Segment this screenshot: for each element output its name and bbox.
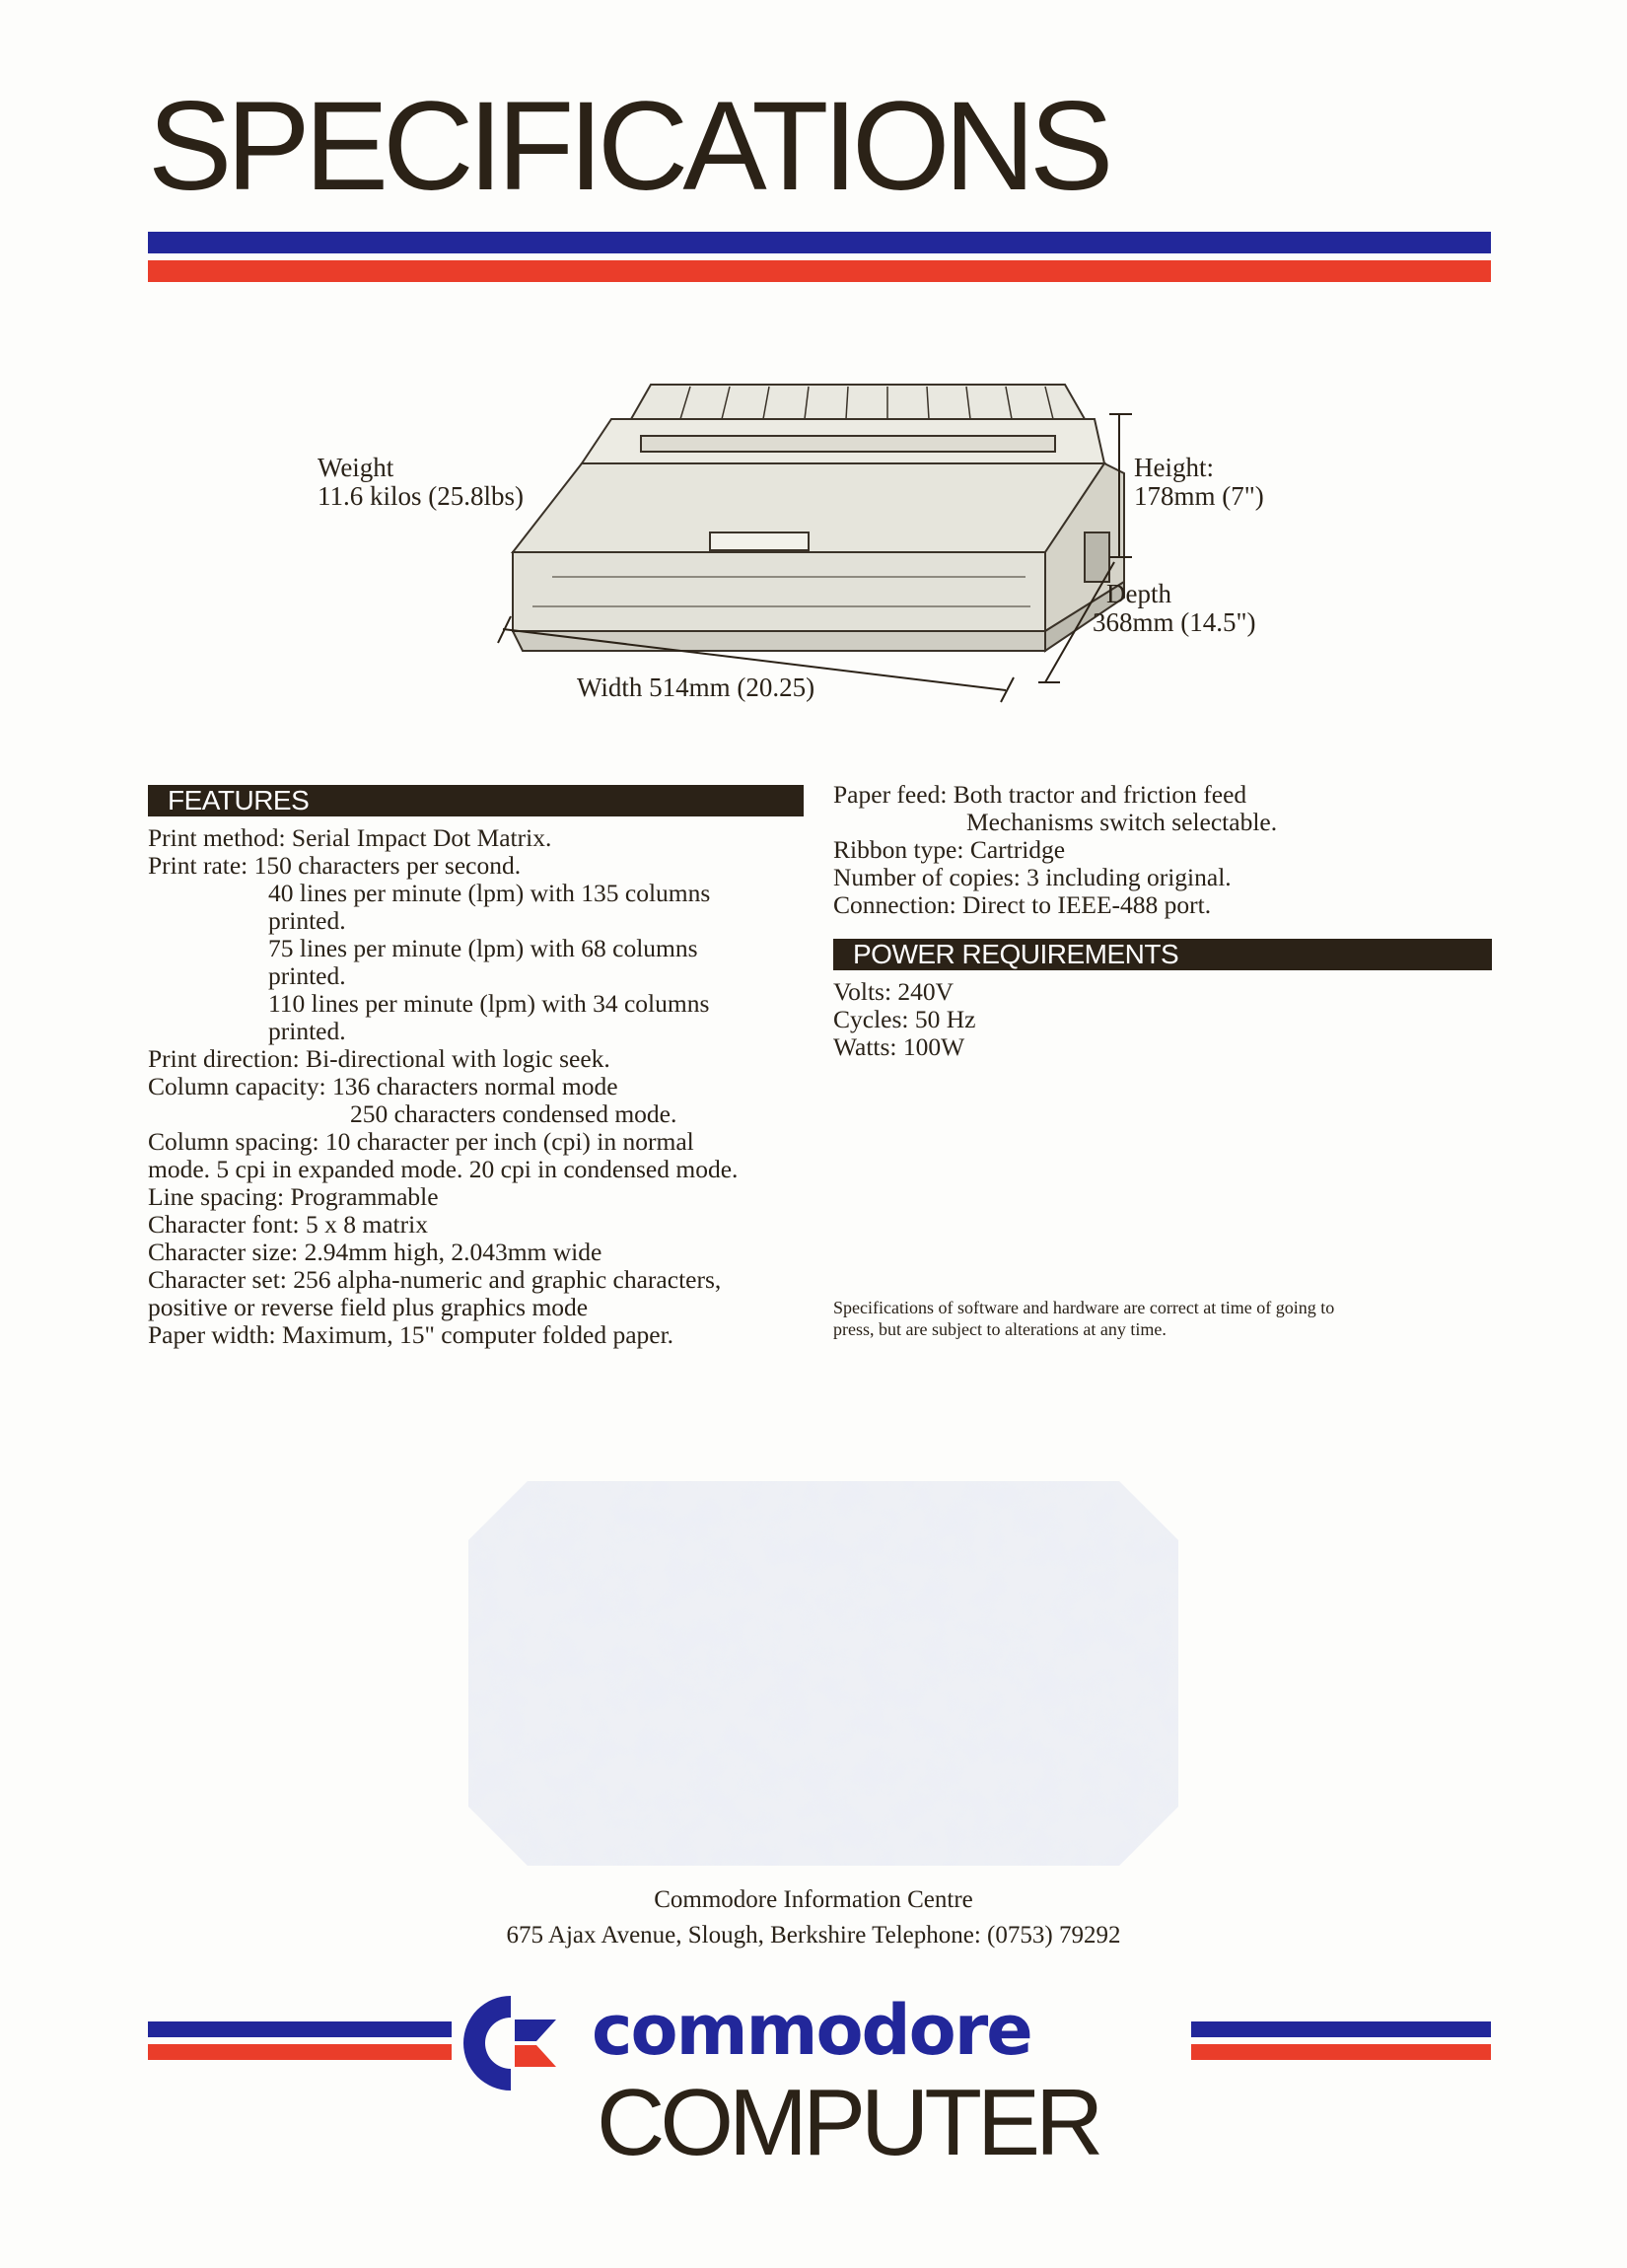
power-list [833,978,975,1061]
commodore-logo-icon [461,1994,580,2092]
power-heading: POWER REQUIREMENTS [833,939,1492,970]
footer-centre: Commodore Information Centre [654,1886,973,1913]
disclaimer-line: Specifications of software and hardware are correct at time of going to [833,1298,1335,1317]
feature-line: Character size: 2.94mm high, 2.043mm wide [148,1238,602,1266]
footer-stripe-red-left [148,2044,452,2060]
feature-line: printed. [268,906,346,935]
computer-wordmark: COMPUTER [597,2070,1099,2175]
spec-line: Ribbon type: Cartridge [833,835,1066,864]
feature-line: Line spacing: Programmable [148,1182,439,1211]
feature-line: Print method: Serial Impact Dot Matrix. [148,823,552,852]
power-cycles: Cycles: 50 Hz [833,1005,976,1033]
feature-line: mode. 5 cpi in expanded mode. 20 cpi in condensed mode. [148,1155,739,1183]
power-watts: Watts: 100W [833,1032,965,1061]
footer-stripe-blue-left [148,2021,452,2037]
footer-address: 675 Ajax Avenue, Slough, Berkshire Telephone: (0753) 79292 [506,1922,1121,1949]
spec-line: Mechanisms switch selectable. [966,808,1278,836]
width-label: Width 514mm (20.25) [577,673,815,702]
disclaimer-line: press, but are subject to alterations at any time. [833,1319,1167,1339]
weight-value: 11.6 kilos (25.8lbs) [318,481,524,511]
feature-line: Paper width: Maximum, 15" computer folded paper. [148,1320,674,1349]
page-title: SPECIFICATIONS [148,76,1108,217]
feature-line: Character set: 256 alpha-numeric and graphic characters, [148,1265,722,1294]
disclaimer [833,1297,1334,1340]
spec-line: Number of copies: 3 including original. [833,863,1232,891]
feature-line: Column spacing: 10 character per inch (cpi) in normal [148,1127,694,1156]
commodore-wordmark: commodore [592,1990,1031,2071]
right-spec-list [833,781,1494,919]
feature-line: positive or reverse field plus graphics mode [148,1293,589,1321]
features-list [148,824,818,1349]
feature-line: 75 lines per minute (lpm) with 68 columns [268,934,698,962]
feature-line: 40 lines per minute (lpm) with 135 columns [268,879,711,907]
spec-line: Paper feed: Both tractor and friction feed [833,780,1247,809]
features-heading: FEATURES [148,785,804,816]
header-stripe-red [148,260,1491,282]
height-label: Height: [1134,453,1214,482]
footer-stripe-blue-right [1191,2021,1491,2037]
depth-value: 368mm (14.5") [1093,607,1256,637]
height-value: 178mm (7") [1134,481,1264,511]
header-stripe-blue [148,232,1491,253]
feature-line: Column capacity: 136 characters normal mode [148,1072,618,1100]
depth-label: Depth [1106,579,1171,608]
feature-line: Print direction: Bi-directional with logic seek. [148,1044,610,1073]
feature-line: Print rate: 150 characters per second. [148,851,522,880]
spec-line: Connection: Direct to IEEE-488 port. [833,890,1212,919]
printer-illustration [493,365,1144,720]
feature-line: Character font: 5 x 8 matrix [148,1210,428,1239]
dealer-stamp-panel [468,1481,1178,1866]
feature-line: printed. [268,1017,346,1045]
footer-stripe-red-right [1191,2044,1491,2060]
weight-label: Weight [318,453,394,482]
feature-line: 110 lines per minute (lpm) with 34 columns [268,989,710,1018]
power-volts: Volts: 240V [833,977,955,1006]
feature-line: 250 characters condensed mode. [350,1099,677,1128]
feature-line: printed. [268,961,346,990]
